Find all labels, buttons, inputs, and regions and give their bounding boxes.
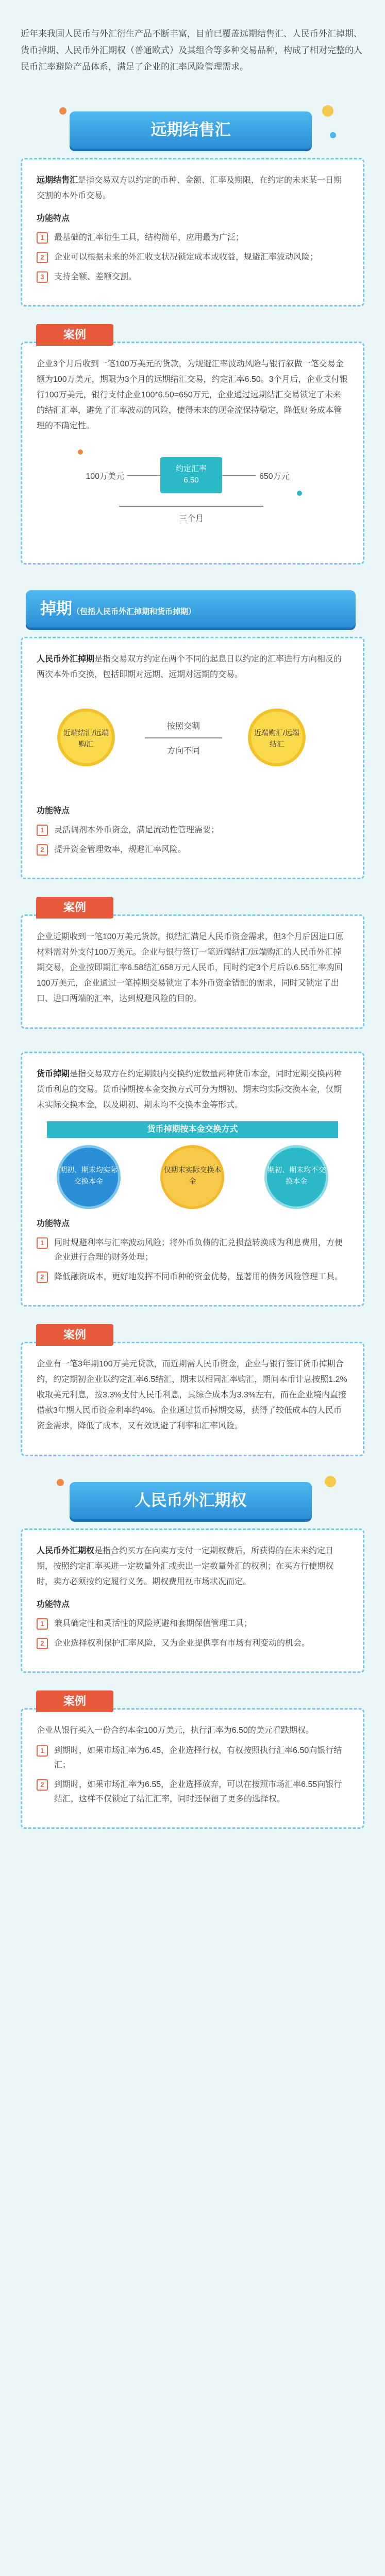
decor-dot (322, 105, 333, 117)
number-badge: 1 (37, 1618, 48, 1630)
features-title: 功能特点 (37, 1219, 70, 1228)
feature-item (37, 1236, 348, 1265)
swap-middle-line2: 方向不同 (166, 747, 200, 755)
case-text: 企业有一笔3年期100万美元贷款，而近期需人民币资金，企业与银行签订货币掉期合约，约定期初企业以约定汇率6.5结汇，期末以相同汇率购汇，期间本币计息按照1.2%收取美元利息，按3.3%支付人民币利息，其综合成本为3.3%左右，而在企业境内直接借款3年期人民币资金利率约4%。企业通过货币掉期交易，获得了较低成本的人民币资金需求，降低了成本，又有效规避了利率和汇率风险。 (37, 1360, 347, 1430)
number-badge: 2 (37, 1271, 48, 1283)
exchange-circle: 仅期末实际交换本金 (160, 1145, 224, 1209)
feature-item (37, 1270, 348, 1284)
case-text: 企业从银行买入一份合约本金100万美元，执行汇率为6.50的美元看跌期权。 (37, 1726, 314, 1735)
feature-item (37, 843, 348, 857)
case-text: 企业近期收到一笔100万美元货款，拟结汇满足人民币资金需求，但3个月后因进口原材料需对外支付100万美元。企业与银行签订一笔近端结汇/远端购汇的人民币外汇掉期交易，企业按即期汇率6.58结汇658万元人民币，同时约定3个月后以6.55汇率购回100万美元，企业通过一笔掉期交易锁定了本外币资金错配的需求，同时又锁定了出口、进口两端的汇率，达到规避风险的目的。 (37, 932, 344, 1003)
diagram-left: 100万美元 (86, 472, 124, 481)
decor-dot (330, 132, 336, 138)
feature-text: 企业选择权利保护汇率风险，又为企业提供享有市场有利变动的机会。 (54, 1639, 310, 1648)
swap-card (21, 637, 364, 879)
forward-banner (21, 101, 364, 158)
definition-term: 人民币外汇掉期 (37, 655, 95, 664)
number-badge: 1 (37, 1745, 48, 1757)
exchange-circle: 期初、期末均实际交换本金 (57, 1145, 121, 1209)
definition-term: 远期结售汇 (37, 176, 78, 185)
case-label: 案例 (36, 1691, 113, 1712)
number-badge: 2 (37, 1638, 48, 1649)
forward-case-card (21, 342, 364, 565)
feature-item (37, 823, 348, 838)
feature-text: 降低融资成本，更好地发挥不同币种的资金优势，显著用的债务风险管理工具。 (54, 1273, 343, 1281)
section-title-sub: （包括人民币外汇掉期和货币掉期） (72, 607, 196, 616)
number-badge: 1 (37, 825, 48, 836)
feature-item (37, 250, 348, 265)
definition-term: 货币掉期 (37, 1070, 70, 1078)
feature-text: 最基础的汇率衍生工具，结构简单，应用最为广泛； (54, 233, 244, 242)
feature-text: 支持全额、差额交割。 (54, 272, 137, 281)
section-title (26, 590, 356, 627)
currency-swap-card (21, 1052, 364, 1307)
decor-dot (297, 491, 302, 496)
decor-dot (57, 1479, 64, 1486)
swap-banner (21, 580, 364, 637)
section-title: 人民币外汇期权 (70, 1482, 312, 1519)
option-card (21, 1528, 364, 1673)
diagram-center-box (160, 457, 222, 493)
swap-middle (145, 719, 222, 759)
definition-text: 是指合约买方在向卖方支付一定期权费后，所获得的在未来约定日期，按照约定汇率买进一定数量外汇或卖出一定数量外汇的权利；在买方行使期权时，卖方必须按约定履行义务。期权费用视市场状况而定。 (37, 1547, 334, 1586)
exchange-circle: 期初、期末均不交换本金 (264, 1145, 328, 1209)
decor-dot (59, 107, 66, 115)
diagram-bottom: 三个月 (178, 514, 204, 523)
feature-text: 企业可以根据未来的外汇收支状况锁定成本或收益，规避汇率波动风险； (54, 253, 319, 262)
number-badge: 2 (37, 844, 48, 856)
case-item (37, 1744, 348, 1773)
definition (37, 1543, 348, 1590)
definition (37, 652, 348, 683)
section-title: 远期结售汇 (70, 111, 312, 149)
decor-dot (78, 449, 83, 455)
diagram-mid-line2: 6.50 (183, 476, 199, 485)
intro-text: 近年来我国人民币与外汇衍生产品不断丰富，目前已覆盖远期结售汇、人民币外汇掉期、货币掉期、人民币外汇期权（普通欧式）及其组合等多种交易品种，构成了相对完整的人民币汇率避险产品体系，满足了企业的汇率风险管理需求。 (21, 29, 362, 72)
number-badge: 3 (37, 271, 48, 283)
diagram-mid-line1: 约定汇率 (175, 464, 207, 473)
forward-diagram (37, 439, 348, 548)
feature-item (37, 1617, 348, 1631)
diagram-title: 货币掉期按本金交换方式 (47, 1121, 338, 1138)
swap-right-circle: 近端购汇/远端结汇 (248, 709, 306, 766)
decor-dot (325, 1476, 336, 1487)
case-label: 案例 (36, 324, 113, 346)
case-item (37, 1778, 348, 1807)
definition-text: 是指交易双方在约定期限内交换约定数量两种货币本金，同时定期交换两种货币利息的交易。货币掉期按本金交换方式可分为期初、期末均实际交换本金，仅期末实际交换本金，以及期初、期末均不交换本金等形式。 (37, 1070, 342, 1109)
number-badge: 1 (37, 1237, 48, 1249)
feature-item (37, 270, 348, 284)
features-title: 功能特点 (37, 1600, 70, 1609)
case-item-text: 到期时，如果市场汇率为6.55，企业选择放弃，可以在按照市场汇率6.55向银行结汇，这样不仅锁定了结汇汇率，同时还保留了更多的选择权。 (54, 1780, 342, 1804)
option-case-card (21, 1708, 364, 1829)
feature-text: 灵活调剂本外币资金，满足流动性管理需要； (54, 826, 220, 834)
case-label: 案例 (36, 897, 113, 919)
number-badge: 2 (37, 252, 48, 263)
currency-swap-case-card (21, 1342, 364, 1456)
features-title: 功能特点 (37, 214, 70, 223)
feature-item (37, 1636, 348, 1651)
feature-text: 兼具确定性和灵活性的风险规避和套期保值管理工具； (54, 1619, 253, 1628)
case-item-text: 到期时，如果市场汇率为6.45，企业选择行权，有权按照执行汇率6.50向银行结汇； (54, 1746, 342, 1769)
feature-item (37, 231, 348, 245)
swap-case-card (21, 914, 364, 1029)
number-badge: 1 (37, 232, 48, 244)
definition-text: 是指交易双方约定在两个不同的起息日以约定的汇率进行方向相反的两次本外币交换，包括即期对远期、远期对远期的交易。 (37, 655, 342, 679)
definition (37, 1067, 348, 1113)
number-badge: 2 (37, 1779, 48, 1791)
features-title: 功能特点 (37, 807, 70, 815)
section-title-main: 掉期 (40, 600, 72, 618)
feature-text: 同时规避利率与汇率波动风险；将外币负债的汇兑损益转换成为利息费用，方便企业进行合理的财务处理； (54, 1238, 343, 1262)
forward-card (21, 158, 364, 307)
exchange-circles (37, 1145, 348, 1209)
diagram-right: 650万元 (259, 472, 290, 481)
swap-diagram (37, 688, 348, 796)
feature-text: 提升资金管理效率，规避汇率风险。 (54, 845, 187, 854)
case-label: 案例 (36, 1324, 113, 1346)
case-text: 企业3个月后收到一笔100万美元的货款，为规避汇率波动风险与银行叙做一笔交易金额为100万美元，期限为3个月的远期结汇交易，约定汇率6.50。3个月后，企业支付银行100万美元，银行支付企业100*6.50=650万元，企业通过远期结汇交易锁定了未来的结汇汇率，避免了汇率波动的风险，使得未来的现金流保持稳定，降低财务成本管理的不确定性。 (37, 360, 348, 430)
definition-text: 是指交易双方以约定的币种、金额、汇率及期限，在约定的未来某一日期交割的本外币交易。 (37, 176, 342, 200)
option-banner (21, 1472, 364, 1528)
swap-left-circle: 近端结汇/远端购汇 (57, 709, 115, 766)
definition (37, 173, 348, 204)
swap-middle-line1: 按照交割 (145, 719, 222, 738)
definition-term: 人民币外汇期权 (37, 1547, 95, 1555)
